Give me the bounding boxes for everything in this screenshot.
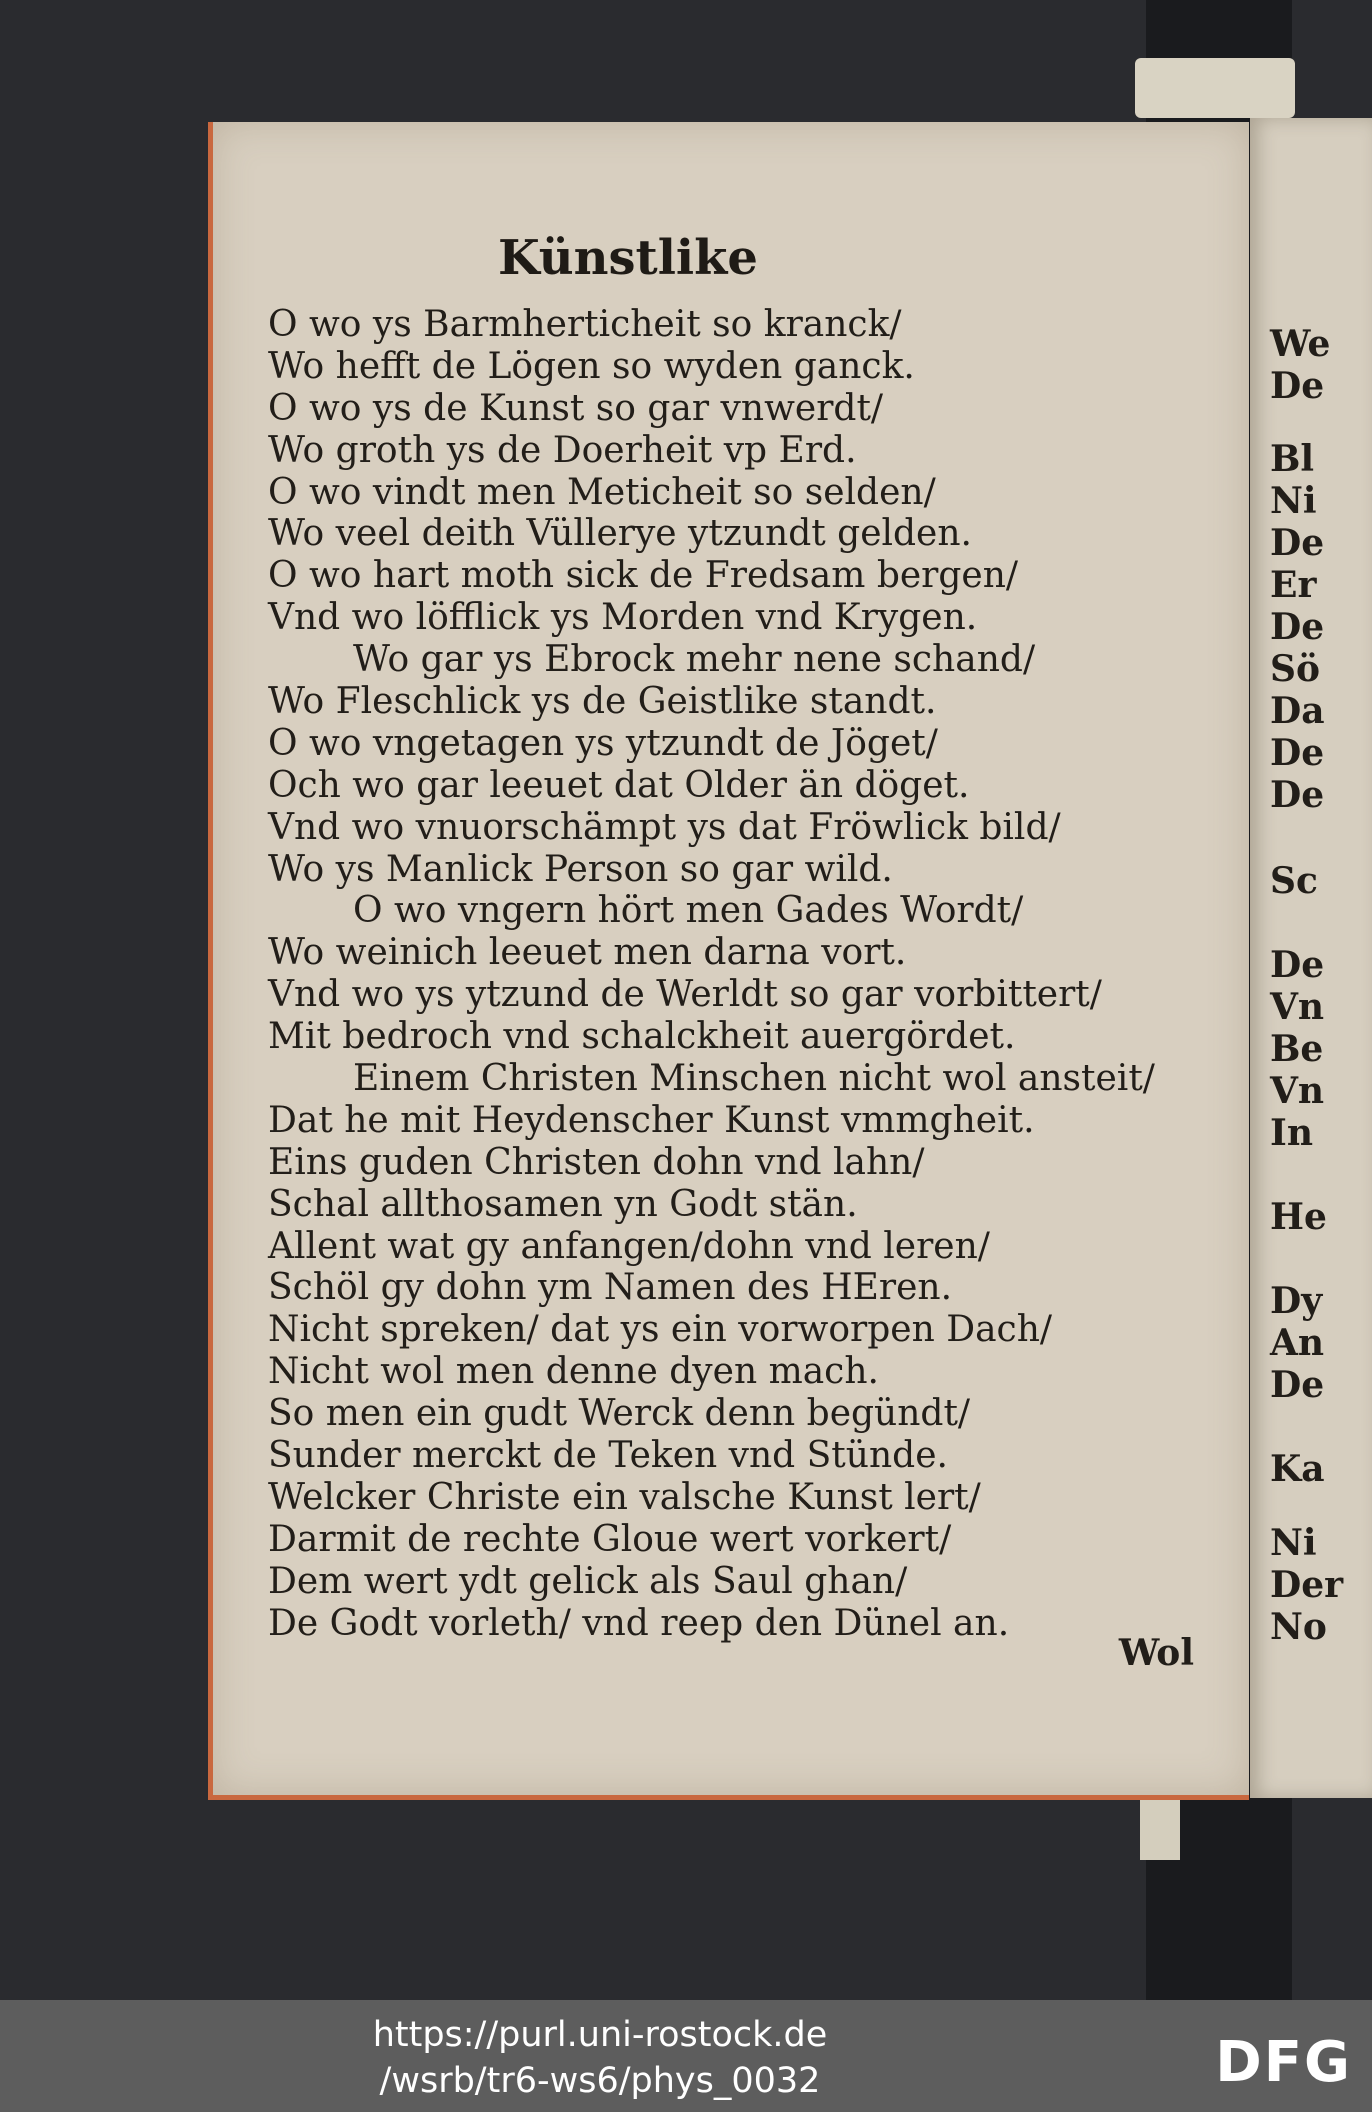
facing-page-fragment: Der — [1270, 1564, 1344, 1606]
verse-text — [268, 304, 1228, 1645]
verse-line: Wo ys Manlick Person so gar wild. — [268, 848, 893, 890]
facing-page-fragment: He — [1270, 1196, 1327, 1238]
facing-page — [1250, 118, 1372, 1798]
verse-line: Wo weinich leeuet men darna vort. — [268, 932, 907, 974]
verse-line: O wo hart moth sick de Fredsam bergen/ — [268, 555, 1019, 597]
verse-line: Dat he mit Heydenscher Kunst vmmgheit. — [268, 1099, 1035, 1141]
verse-line: Nicht spreken/ dat ys ein vorworpen Dach/ — [268, 1309, 1053, 1351]
spine-binding-bottom — [1140, 1790, 1180, 1860]
source-url[interactable] — [360, 2012, 840, 2104]
facing-page-fragment: Da — [1270, 690, 1325, 732]
verse-line: O wo vngetagen ys ytzundt de Jöget/ — [268, 722, 938, 764]
facing-page-fragment: De — [1270, 774, 1325, 816]
page-heading: Künstlike — [498, 230, 758, 286]
verse-line: Vnd wo vnuorschämpt ys dat Fröwlick bild/ — [268, 806, 1061, 848]
url-line-1: https://purl.uni-rostock.de — [372, 2015, 828, 2055]
facing-page-fragment: Er — [1270, 564, 1317, 606]
facing-page-fragment: Ni — [1270, 480, 1317, 522]
facing-page-fragment: Ni — [1270, 1522, 1317, 1564]
verse-line: So men ein gudt Werck denn begündt/ — [268, 1393, 971, 1435]
verse-line: Mit bedroch vnd schalckheit auergördet. — [268, 1016, 1016, 1058]
facing-page-fragment: Bl — [1270, 438, 1315, 480]
verse-line: Nicht wol men denne dyen mach. — [268, 1351, 879, 1393]
catchword: Wol — [1118, 1632, 1194, 1674]
verse-line: O wo vindt men Meticheit so selden/ — [268, 471, 936, 513]
verse-line: O wo vngern hört men Gades Wordt/ — [353, 890, 1024, 932]
facing-page-fragment: Be — [1270, 1028, 1324, 1070]
verse-line: O wo ys Barmherticheit so kranck/ — [268, 304, 902, 345]
verse-line: De Godt vorleth/ vnd reep den Dünel an. — [268, 1602, 1010, 1644]
facing-page-fragment: De — [1270, 944, 1325, 986]
facing-page-fragment: De — [1270, 365, 1325, 407]
spine-binding-top — [1135, 58, 1295, 118]
verse-line: Welcker Christe ein valsche Kunst lert/ — [268, 1476, 981, 1518]
facing-page-fragment: Sc — [1270, 860, 1318, 902]
verse-line: Allent wat gy anfangen/dohn vnd leren/ — [268, 1225, 990, 1267]
verse-line: Darmit de rechte Gloue wert vorkert/ — [268, 1518, 952, 1560]
verse-line: Vnd wo ys ytzund de Werldt so gar vorbittert/ — [268, 974, 1102, 1016]
facing-page-fragment: An — [1270, 1322, 1325, 1364]
book-page — [208, 122, 1249, 1800]
verse-line: Einem Christen Minschen nicht wol ansteit/ — [353, 1058, 1155, 1100]
facing-page-fragment: Vn — [1270, 1070, 1325, 1112]
facing-page-fragment: Dy — [1270, 1280, 1323, 1322]
verse-line: Sunder merckt de Teken vnd Stünde. — [268, 1435, 948, 1477]
dfg-logo: DFG — [1215, 2030, 1352, 2095]
verse-line: Vnd wo löfflick ys Morden vnd Krygen. — [268, 597, 978, 639]
footer-bar — [0, 2000, 1372, 2112]
facing-page-fragment: De — [1270, 732, 1325, 774]
verse-line: Eins guden Christen dohn vnd lahn/ — [268, 1141, 925, 1183]
verse-line: Och wo gar leeuet dat Older än döget. — [268, 764, 970, 806]
verse-line: Wo veel deith Vüllerye ytzundt gelden. — [268, 513, 972, 555]
verse-line: Schal allthosamen yn Godt stän. — [268, 1183, 858, 1225]
facing-page-fragment: De — [1270, 606, 1325, 648]
verse-line: Wo gar ys Ebrock mehr nene schand/ — [353, 639, 1036, 681]
facing-page-fragment: In — [1270, 1112, 1314, 1154]
verse-line: Wo groth ys de Doerheit vp Erd. — [268, 429, 857, 471]
verse-line: Wo Fleschlick ys de Geistlike standt. — [268, 681, 937, 723]
verse-line: Wo hefft de Lögen so wyden ganck. — [268, 345, 915, 387]
url-line-2: /wsrb/tr6-ws6/phys_0032 — [379, 2061, 821, 2101]
verse-line: Dem wert ydt gelick als Saul ghan/ — [268, 1560, 908, 1602]
facing-page-fragment: Vn — [1270, 986, 1325, 1028]
facing-page-fragment: We — [1270, 323, 1331, 365]
facing-page-fragment: No — [1270, 1606, 1327, 1648]
facing-page-fragment: De — [1270, 522, 1325, 564]
verse-line: Schöl gy dohn ym Namen des HEren. — [268, 1267, 953, 1309]
verse-line: O wo ys de Kunst so gar vnwerdt/ — [268, 387, 884, 429]
facing-page-fragment: Sö — [1270, 648, 1321, 690]
facing-page-fragment: De — [1270, 1364, 1325, 1406]
facing-page-fragment: Ka — [1270, 1448, 1325, 1490]
